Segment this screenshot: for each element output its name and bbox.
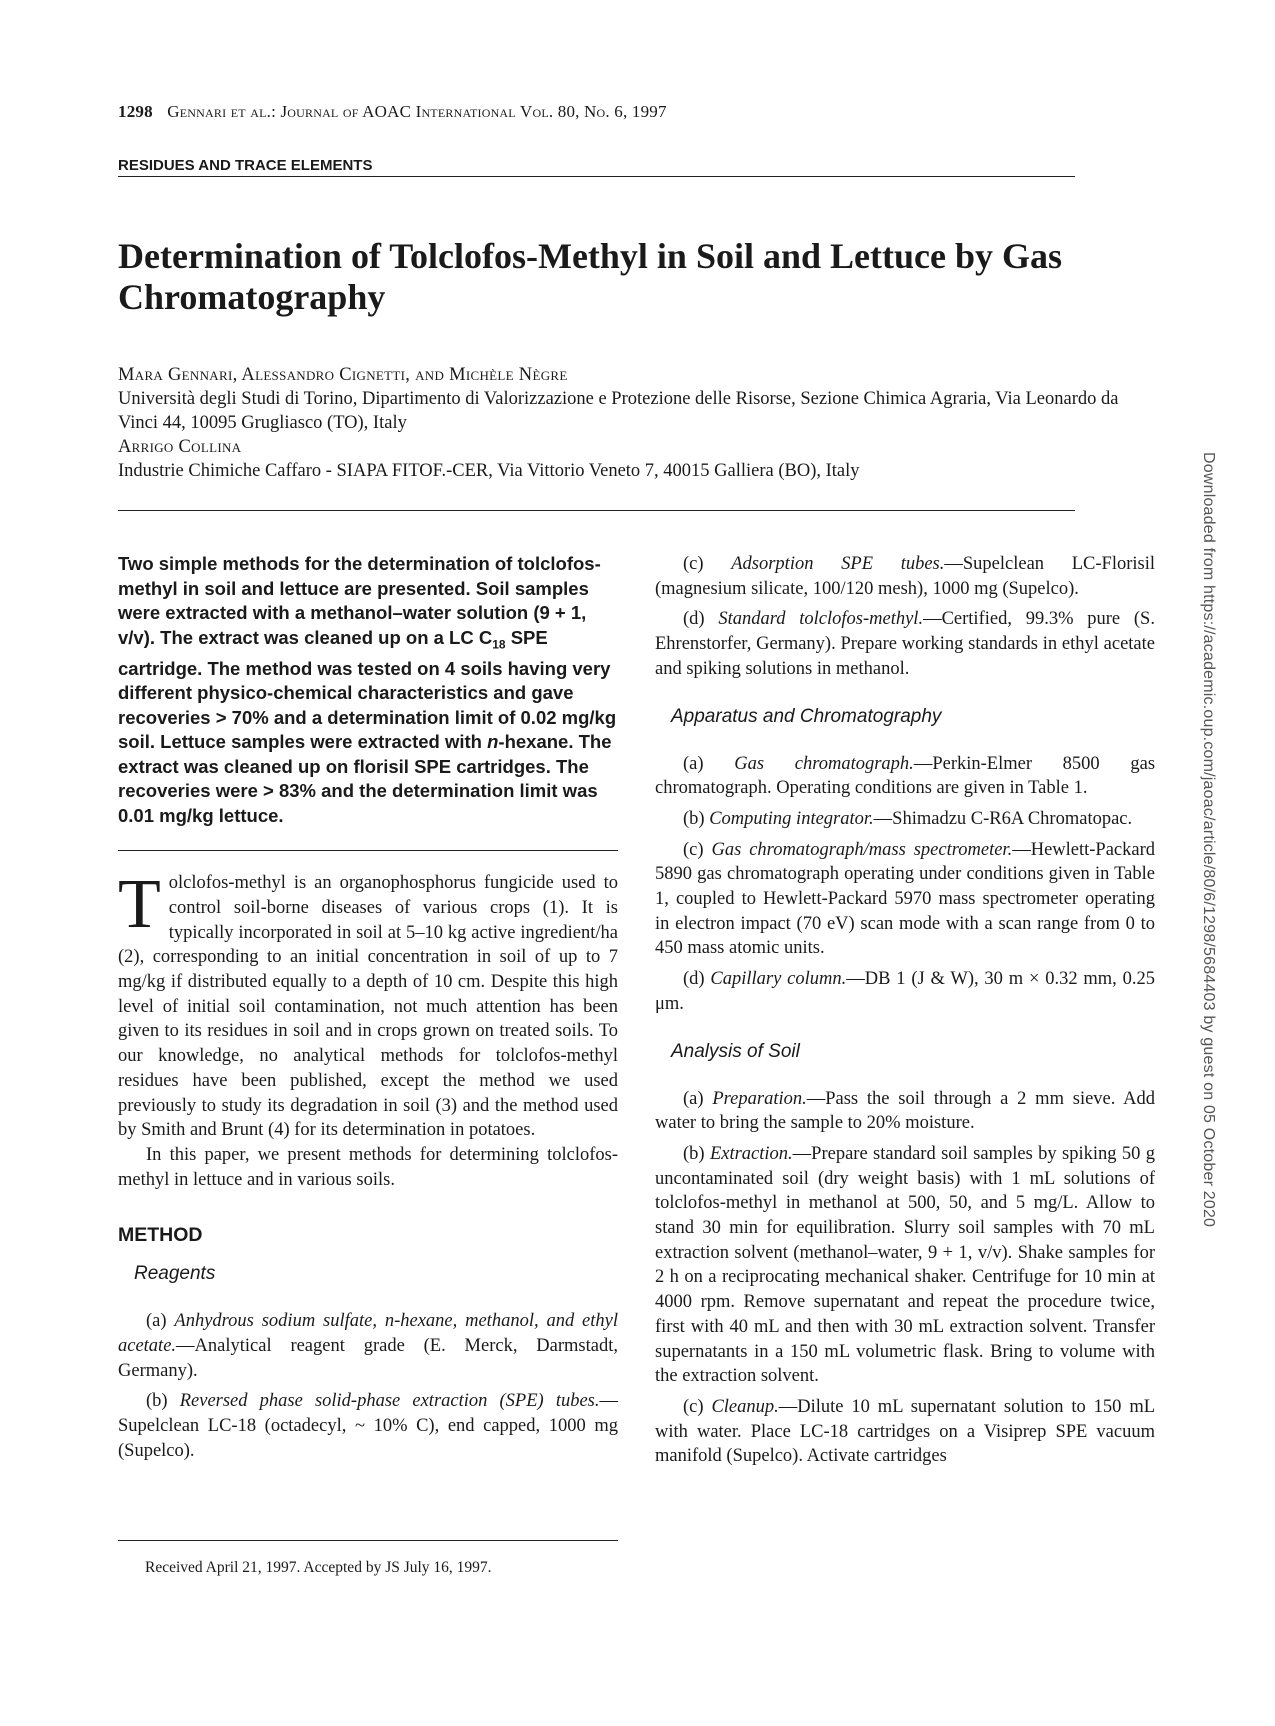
author-block (118, 363, 1158, 483)
method-heading: METHOD (118, 1224, 203, 1247)
abstract-text: -hexane. The extract was cleaned up on florisil SPE cartridges. The recoveries were > 83% and the determination limit was 0.01 mg/kg lettuce. (118, 731, 612, 826)
right-column (655, 552, 1155, 1469)
abstract-rule (118, 850, 618, 851)
reagent-item: (d) Standard tolclofos-methyl.—Certified, 99.3% pure (S. Ehrenstorfer, Germany). Prepare working standards in ethyl acetate and spiking solutions in methanol. (655, 609, 1155, 679)
apparatus-item: (a) Gas chromatograph.—Perkin-Elmer 8500 gas chromatograph. Operating conditions are given in Table 1. (655, 753, 1156, 799)
reagent-item: (c) Adsorption SPE tubes.—Supelclean LC-Florisil (magnesium silicate, 100/120 mesh), 1000 mg (Supelco). (655, 554, 1155, 599)
abstract-text: SPE cartridge. The method was tested on 4 soils having very different physico-chemical characteristics and gave recoveries > 70% and a determination limit of 0.02 mg/kg soil. Lettuce samples were extracted with (118, 626, 617, 753)
apparatus-item: (b) Computing integrator.—Shimadzu C-R6A Chromatopac. (683, 808, 1133, 829)
abstract-subscript: 18 (492, 637, 506, 652)
drop-cap: T (118, 866, 161, 944)
abstract-text: Two simple methods for the determination of tolclofos-methyl in soil and lettuce are presented. Soil samples were extracted with a methanol–water solution (9 + 1, v/v). The extract was cleaned up on a LC C (118, 553, 601, 648)
apparatus-item: (c) Gas chromatograph/mass spectrometer.—Hewlett-Packard 5890 gas chromatograph operating under conditions given in Table 1, coupled to Hewlett-Packard 5970 mass spectrometer operating in electron impact (70 eV) scan mode with a scan range from 0 to 450 mass atomic units. (655, 839, 1156, 959)
author-names: Mara Gennari, Alessandro Cignetti, and Michèle Nègre (118, 365, 568, 385)
received-note: Received April 21, 1997. Accepted by JS July 16, 1997. (145, 1559, 492, 1576)
soil-heading: Analysis of Soil (671, 1040, 800, 1062)
article-title: Determination of Tolclofos-Methyl in Soil and Lettuce by Gas Chromatography (118, 236, 1062, 317)
soil-item: (c) Cleanup.—Dilute 10 mL supernatant solution to 150 mL with water. Place LC-18 cartridges on a Visiprep SPE vacuum manifold (Supelco). Activate cartridges (655, 1396, 1156, 1467)
intro-paragraph: In this paper, we present methods for determining tolclofos-methyl in lettuce and in various soils. (118, 1144, 618, 1190)
affiliation: Industrie Chimiche Caffaro - SIAPA FITOF.-CER, Via Vittorio Veneto 7, 40015 Galliera (BO), Italy (118, 461, 860, 481)
section-label: RESIDUES AND TRACE ELEMENTS (118, 157, 373, 174)
apparatus-heading: Apparatus and Chromatography (671, 705, 942, 727)
header-rule (118, 176, 1075, 177)
abstract-italic: n (487, 731, 499, 753)
running-head (118, 102, 667, 122)
affiliation: Università degli Studi di Torino, Dipartimento di Valorizzazione e Protezione delle Risorse, Sezione Chimica Agraria, Via Leonardo da Vinci 44, 10095 Grugliasco (TO), Italy (118, 389, 1119, 433)
page-number: 1298 (118, 102, 153, 121)
author-rule (118, 510, 1075, 511)
left-column (118, 552, 618, 1464)
abstract (118, 552, 618, 828)
soil-item: (b) Extraction.—Prepare standard soil samples by spiking 50 g uncontaminated soil (dry weight basis) with 1 mL solutions of tolclofos-methyl in methanol at 500, 50, and 5 mg/L. Allow to stand 30 min for equilibration. Slurry soil samples with 70 mL extraction solvent (methanol–water, 9 + 1, v/v). Shake samples for 2 h on a reciprocating mechanical shaker. Centrifuge for 10 min at 4000 rpm. Remove supernatant and repeat the procedure twice, first with 40 mL and then with 30 mL extraction solvent. Transfer supernatants in a 150 mL volumetric flask. Bring to volume with the extraction solvent. (655, 1143, 1155, 1387)
download-watermark (1195, 452, 1219, 1272)
intro-text: olclofos-methyl is an organophosphorus fungicide used to control soil-borne diseases of various crops (1). It is typically incorporated in soil at 5–10 kg active ingredient/ha (2), corresponding to an initial concentration in soil of up to 7 mg/kg if distributed equally to a depth of 10 cm. Despite this high level of initial soil contamination, not much attention has been given to its residues in soil and in crops grown on treated soils. To our knowledge, no analytical methods for tolclofos-methyl residues have been published, except the method we used previously to study its degradation in soil (3) and the method used by Smith and Brunt (4) for its determination in potatoes. (118, 873, 618, 1141)
reagent-item: (a) Anhydrous sodium sulfate, n-hexane, methanol, and ethyl acetate.—Analytical reagent grade (E. Merck, Darmstadt, Germany). (118, 1311, 618, 1381)
apparatus-item: (d) Capillary column.—DB 1 (J & W), 30 m × 0.32 mm, 0.25 μm. (655, 969, 1156, 1014)
intro-paragraph (118, 866, 618, 1143)
reagent-item: (b) Reversed phase solid-phase extraction (SPE) tubes.— Supelclean LC-18 (octadecyl, ~ 10% C), end capped, 1000 mg (Supelco). (118, 1391, 619, 1461)
download-watermark-text: Downloaded from https://academic.oup.com/jaoac/article/80/6/1298/5684403 by guest on 05 October 2020 (1200, 452, 1217, 1228)
footnote-rule (118, 1540, 618, 1541)
soil-item: (a) Preparation.—Pass the soil through a 2 mm sieve. Add water to bring the sample to 20% moisture. (655, 1088, 1156, 1134)
author-names: Arrigo Collina (118, 437, 242, 457)
reagents-heading: Reagents (134, 1263, 216, 1285)
journal-citation: Gennari et al.: Journal of AOAC International Vol. 80, No. 6, 1997 (167, 102, 667, 121)
